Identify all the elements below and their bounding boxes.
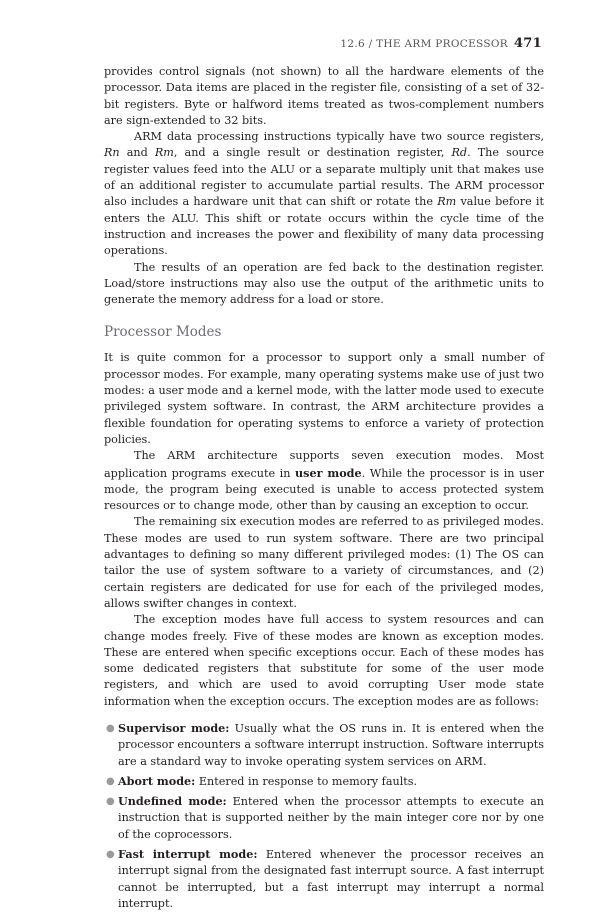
user-mode-term: user mode bbox=[295, 465, 362, 480]
section-title: 12.6 / THE ARM PROCESSOR bbox=[340, 38, 508, 50]
paragraph-1: provides control signals (not shown) to all the hardware elements of the processor. Data items are placed in the register file, consisting of a set of 32-bit registers. Byte or halfword items treated as twos-complement numbers are sign-extended to 32 bits. bbox=[104, 65, 544, 127]
register-rd: Rd bbox=[451, 146, 468, 160]
page-body bbox=[104, 64, 544, 915]
section-heading: Processor Modes bbox=[104, 324, 222, 341]
paragraph-6: The remaining six execution modes are referred to as privileged modes. These modes are used to run system software. There are two principal advantages to defining so many different privileged modes: (1) The OS can tailor the use of system software to a variety of circumstances, and (2) certain registers are dedicated for use for each of the privileged modes, allows swifter changes in context. bbox=[104, 515, 544, 610]
running-header bbox=[340, 36, 542, 51]
bullet-icon: ● bbox=[106, 775, 115, 787]
list-item: ● Supervisor mode: Usually what the OS runs in. It is entered when the processor encounters a software interrupt instruction. Software interrupts are a standard way to invoke operating system services on ARM. bbox=[106, 720, 544, 768]
bullet-icon: ● bbox=[106, 722, 115, 734]
exception-modes-list bbox=[104, 720, 544, 912]
register-rm: Rm bbox=[154, 146, 174, 160]
register-rm: Rm bbox=[437, 195, 457, 209]
list-item: ● Fast interrupt mode: Entered whenever the processor receives an interrupt signal from the designated fast interrupt source. A fast interrupt cannot be interrupted, but a fast interrupt may interrupt a normal interrupt. bbox=[106, 847, 544, 910]
bullet-icon: ● bbox=[106, 796, 115, 808]
list-item: ● Undefined mode: Entered when the processor attempts to execute an instruction that is supported neither by the main integer core nor by one of the coprocessors. bbox=[106, 794, 544, 841]
list-item: ● Abort mode: Entered in response to memory faults. bbox=[104, 773, 544, 790]
paragraph-7: The exception modes have full access to system resources and can change modes freely. Five of these modes are known as exception modes. These are entered when specific exceptions occur. Each of these modes has some dedicated registers that substitute for some of the user mode registers, and which are used to avoid corrupting User mode state information when the exception occurs. The exception modes are as follows: bbox=[104, 613, 544, 708]
paragraph-4: It is quite common for a processor to support only a small number of processor modes. For example, many operating systems make use of just two modes: a user mode and a kernel mode, with the latter mode used to execute privileged system software. In contrast, the ARM architecture provides a flexible foundation for operating systems to enforce a variety of protection policies. bbox=[104, 351, 544, 446]
page-number: 471 bbox=[513, 36, 542, 51]
paragraph-2: ARM data processing instructions typically have two source registers, Rn and Rm, and a single result or destination register, Rd. The source register values feed into the ALU or a separate multiply unit that makes use of an additional register to accumulate partial results. The ARM processor also includes a hardware unit that can shift or rotate the Rm value before it enters the ALU. This shift or rotate occurs within the cycle time of the instruction and increases the power and flexibility of many data processing operations. bbox=[104, 130, 545, 258]
paragraph-3: The results of an operation are fed back to the destination register. Load/store instructions may also use the output of the arithmetic units to generate the memory address for a load or store. bbox=[104, 260, 544, 307]
paragraph-5: The ARM architecture supports seven execution modes. Most application programs execute in user mode. While the processor is in user mode, the program being executed is unable to access protected system resources or to change mode, other than by causing an exception to occur. bbox=[104, 449, 544, 513]
bullet-icon: ● bbox=[106, 849, 115, 861]
register-rn: Rn bbox=[104, 146, 120, 160]
